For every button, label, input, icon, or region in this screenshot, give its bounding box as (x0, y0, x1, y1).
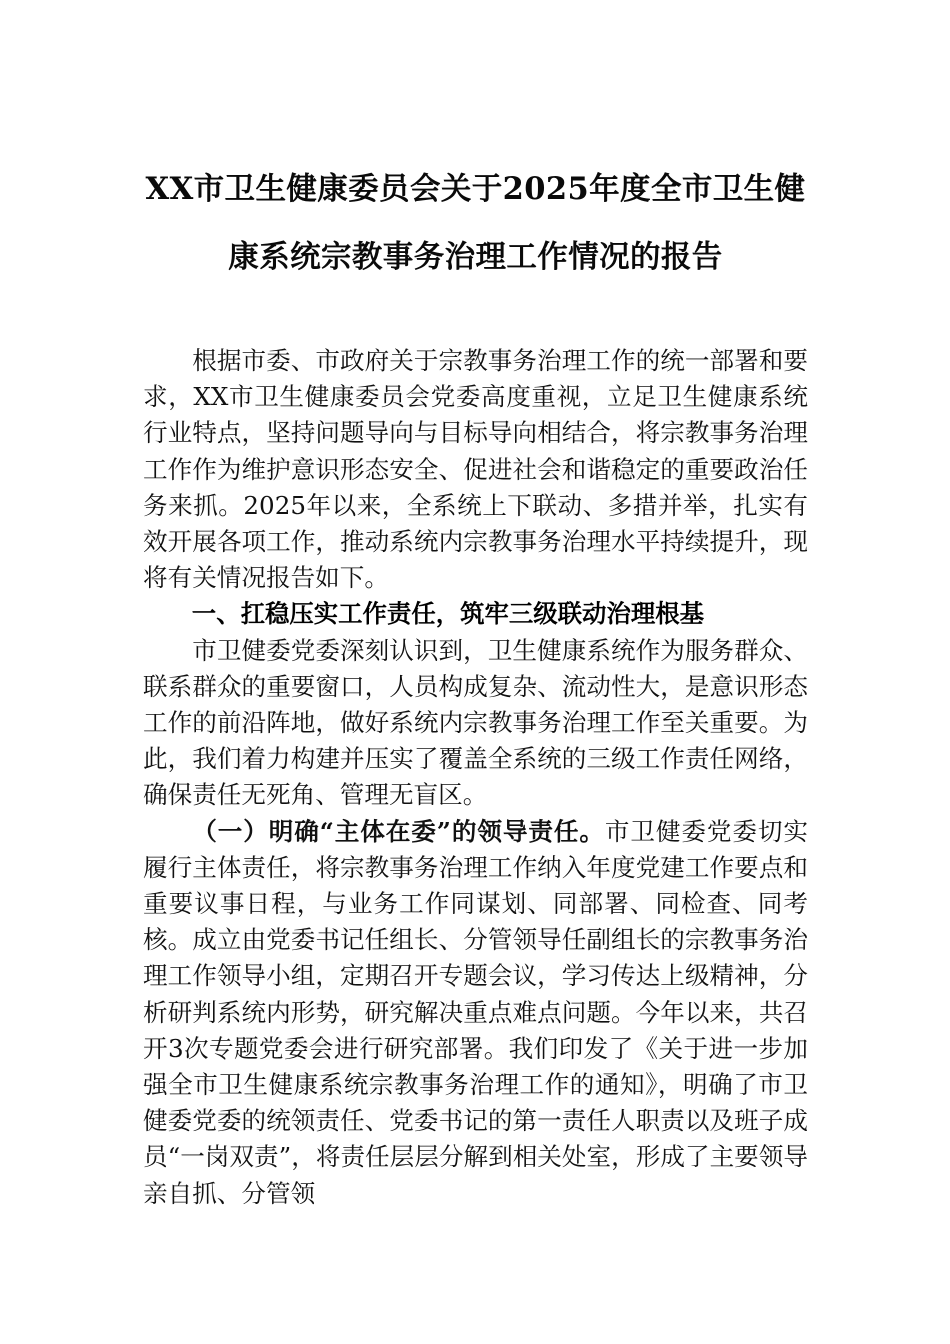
subsection-1-1-text: 市卫健委党委切实履行主体责任，将宗教事务治理工作纳入年度党建工作要点和重要议事日程，与业务工作同谋划、同部署、同检查、同考核。成立由党委书记任组长、分管领导任副组长的宗教事务治理工作领导小组，定期召开专题会议，学习传达上级精神，分析研判系统内形势，研究解决重点难点问题。今年以来，共召开3次专题党委会进行研究部署。我们印发了《关于进一步加强全市卫生健康系统宗教事务治理工作的通知》，明确了市卫健委党委的统领责任、党委书记的第一责任人职责以及班子成员“一岗双责”，将责任层层分解到相关处室，形成了主要领导亲自抓、分管领 (143, 816, 808, 1208)
document-body (143, 0, 808, 1212)
page-title: XX市卫生健康委员会关于2025年度全市卫生健康系统宗教事务治理工作情况的报告 (145, 171, 806, 275)
title-spacer (143, 291, 808, 343)
subsection-1-1-lead: （一）明确“主体在委”的领导责任。 (192, 816, 605, 846)
paragraph-section-1-body: 市卫健委党委深刻认识到，卫生健康系统作为服务群众、联系群众的重要窗口，人员构成复杂、流动性大，是意识形态工作的前沿阵地，做好系统内宗教事务治理工作至关重要。为此，我们着力构建并压实了覆盖全系统的三级工作责任网络，确保责任无死角、管理无盲区。 (143, 635, 808, 810)
paragraph-intro: 根据市委、市政府关于宗教事务治理工作的统一部署和要求，XX市卫生健康委员会党委高度重视，立足卫生健康系统行业特点，坚持问题导向与目标导向相结合，将宗教事务治理工作作为维护意识形态安全、促进社会和谐稳定的重要政治任务来抓。2025年以来，全系统上下联动、多措并举，扎实有效开展各项工作，推动系统内宗教事务治理水平持续提升，现将有关情况报告如下。 (143, 346, 808, 593)
heading-section-1: 一、扛稳压实工作责任，筑牢三级联动治理根基 (191, 599, 705, 629)
paragraph-subsection-1-1 (143, 814, 808, 1212)
